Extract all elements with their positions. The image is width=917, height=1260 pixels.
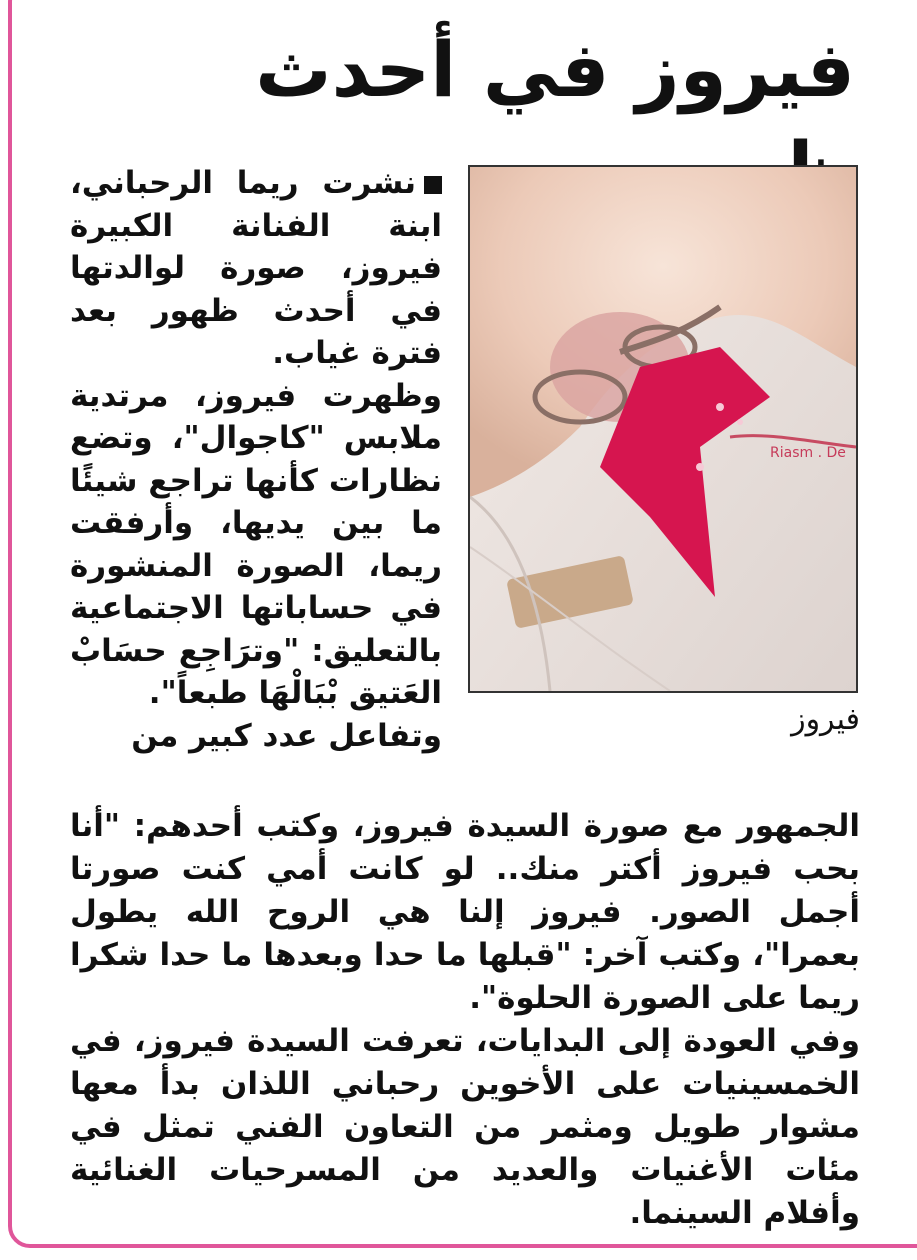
article-photo: [468, 165, 858, 693]
badge-text: Riasm . De: [770, 445, 846, 461]
photo-illustration: [470, 167, 856, 691]
paragraph-3-cont: الجمهور مع صورة السيدة فيروز، وكتب أحدهم: "أنا بحب فيروز أكتر منك.. لو كانت أمي كنت صورتا أجمل الصور. فيروز إلنا هي الروح الله يطول بعمرا"، وكتب آخر: "قبلها ما حدا وبعدها ما حدا شكرا ريما على الصورة الحلوة".: [70, 808, 860, 1016]
headline: فيروز في أحدث: [255, 25, 855, 114]
photo-caption: فيروز: [791, 702, 860, 737]
paragraph-4: وفي العودة إلى البدايات، تعرفت السيدة فيروز، في الخمسينيات على الأخوين رحباني اللذان بدأ معها مشوار طويل ومثمر من التعاون الفني تمثل في مئات الأغنيات والعديد من المسرحيات الغنائية وأفلام السينما.: [70, 1023, 860, 1231]
bullet-square-icon: [424, 176, 442, 194]
paragraph-1: نشرت ريما الرحباني، ابنة الفنانة الكبيرة فيروز، صورة لوالدتها في أحدث ظهور بعد فترة غياب.: [70, 165, 442, 371]
paragraph-3-start: وتفاعل عدد كبير من: [131, 717, 442, 754]
paragraph-2: وظهرت فيروز، مرتدية ملابس "كاجوال"، وتضع نظارات كأنها تراجع شيئًا ما بين يديها، وأرفقت ريما، الصورة المنشورة في حساباتها الاجتماعية بالتعليق: "وترَاجِع حسَابْ العَتيق بْبَالْهَا طبعاً".: [70, 377, 442, 711]
article-body-wide: [70, 805, 860, 1235]
article-column: [70, 162, 442, 757]
